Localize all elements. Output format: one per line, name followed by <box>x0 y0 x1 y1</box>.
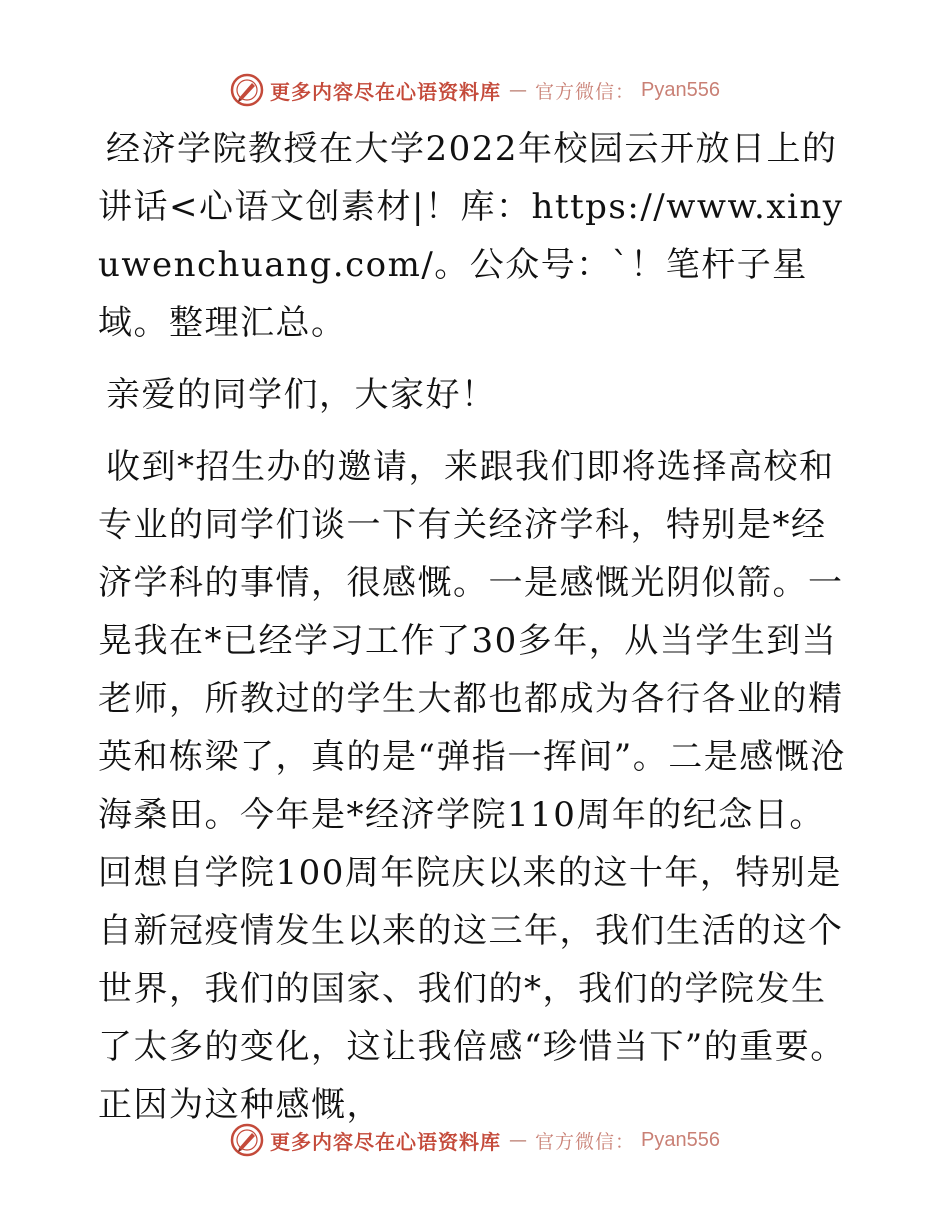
watermark-wechat-label: 官方微信： <box>535 80 636 103</box>
watermark-wechat-id: Pyan556 <box>641 1128 720 1151</box>
watermark-main-text: 更多内容尽在心语资料库 <box>270 79 501 104</box>
watermark-dash: — <box>509 1129 527 1151</box>
watermark-main-text: 更多内容尽在心语资料库 <box>270 1129 501 1154</box>
document-body <box>98 120 850 1134</box>
watermark-wechat-label: 官方微信： <box>535 1130 636 1153</box>
header-watermark <box>0 70 950 110</box>
pen-logo-icon <box>230 1123 264 1157</box>
footer-watermark <box>0 1120 950 1160</box>
paragraph-title: 经济学院教授在大学2022年校园云开放日上的讲话<心语文创素材|！库：https://www.xinyuwenchuang.com/。公众号：`！笔杆子星域。整理汇总。 <box>98 129 844 343</box>
paragraph-greeting: 亲爱的同学们，大家好！ <box>106 375 497 415</box>
paragraph-body: 收到*招生办的邀请，来跟我们即将选择高校和专业的同学们谈一下有关经济学科，特别是*经济学科的事情，很感慨。一是感慨光阴似箭。一晃我在*已经学习工作了30多年，从当学生到当老师，所教过的学生大都也都成为各行各业的精英和栋梁了，真的是“弹指一挥间”。二是感慨沧海桑田。今年是*经济学院110周年的纪念日。回想自学院100周年院庆以来的这十年，特别是自新冠疫情发生以来的这三年，我们生活的这个世界，我们的国家、我们的*，我们的学院发生了太多的变化，这让我倍感“珍惜当下”的重要。正因为这种感慨， <box>98 447 846 1125</box>
watermark-dash: — <box>509 79 527 101</box>
pen-logo-icon <box>230 73 264 107</box>
watermark-wechat-id: Pyan556 <box>641 78 720 101</box>
